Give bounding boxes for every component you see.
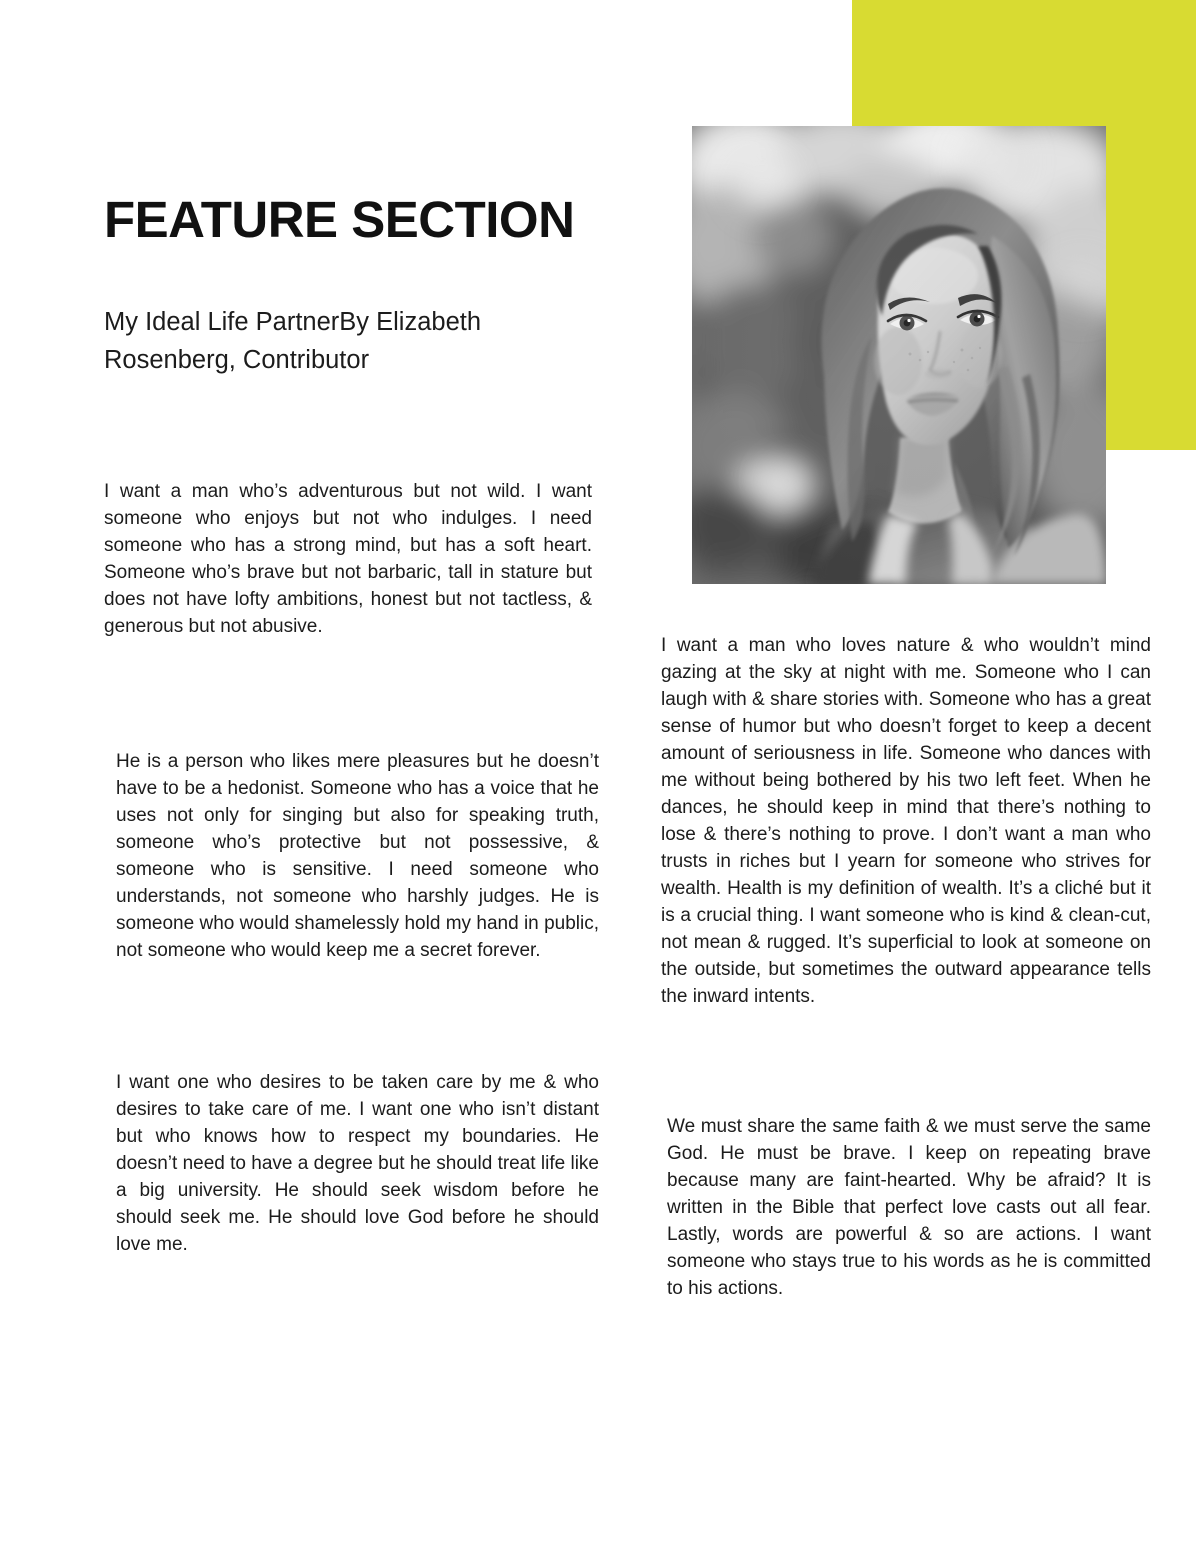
body-paragraph: I want a man who loves nature & who wouldn’t mind gazing at the sky at night with me. Someone who I can laugh with & share stories with. Someone who has a great sense of humor but who doesn’t forget to keep a decent amount of seriousness in life. Someone who dances with me without being bothered by his two left feet. When he dances, he should keep in mind that there’s nothing to lose & there’s nothing to prove. I don’t want a man who trusts in riches but I yearn for someone who strives for wealth. Health is my definition of wealth. It’s a cliché but it is a crucial thing. I want someone who is kind & clean-cut, not mean & rugged. It’s superficial to look at someone on the outside, but sometimes the outward appearance tells the inward intents. [661,635,1151,1007]
article-byline: My Ideal Life PartnerBy Elizabeth Rosenberg, Contributor [104,308,482,374]
body-paragraph: He is a person who likes mere pleasures but he doesn’t have to be a hedonist. Someone who has a voice that he uses not only for singing but also for speaking truth, someone who’s protective but not possessive, & someone who is sensitive. I need someone who understands, not someone who harshly judges. He is someone who would shamelessly hold my hand in public, not someone who would keep me a secret forever. [116,751,599,961]
body-paragraph: We must share the same faith & we must serve the same God. He must be brave. I keep on repeating brave because many are faint-hearted. Why be afraid? It is written in the Bible that perfect love casts out all fear. Lastly, words are powerful & so are actions. I want someone who stays true to his words as he is committed to his actions. [667,1116,1151,1299]
body-paragraph: I want a man who’s adventurous but not wild. I want someone who enjoys but not who indulges. I need someone who has a strong mind, but has a soft heart. Someone who’s brave but not barbaric, tall in stature but does not have lofty ambitions, honest but not tactless, & generous but not abusive. [104,481,592,637]
left-text-column [104,478,599,1258]
right-text-column [661,632,1151,1302]
contributor-portrait-photo [692,126,1106,584]
body-paragraph: I want one who desires to be taken care by me & who desires to take care of me. I want one who isn’t distant but who knows how to respect my boundaries. He doesn’t need to have a degree but he should treat life like a big university. He should seek wisdom before he should seek me. He should love God before he should love me. [116,1072,599,1255]
page-title: FEATURE SECTION [104,191,575,248]
